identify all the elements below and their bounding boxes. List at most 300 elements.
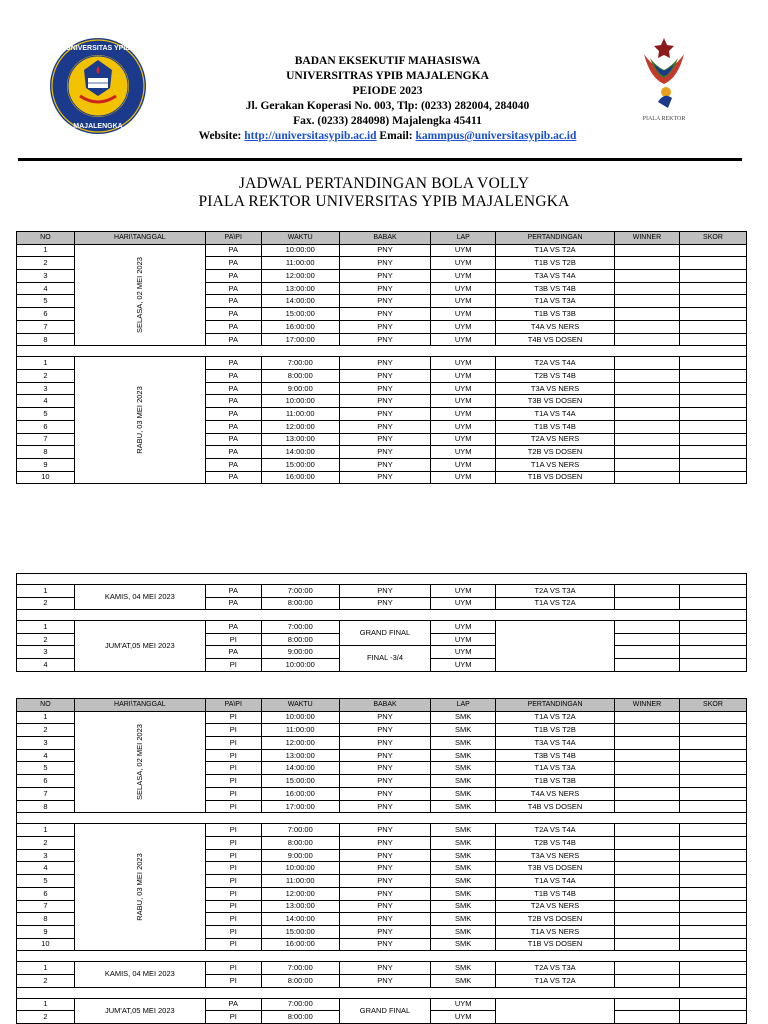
babak: PNY <box>339 749 430 762</box>
match-no: 8 <box>17 333 75 346</box>
time: 16:00:00 <box>261 938 339 951</box>
match-no: 1 <box>17 711 75 724</box>
score-cell <box>679 433 746 446</box>
winner-cell <box>614 849 679 862</box>
winner-cell <box>614 597 679 610</box>
time: 15:00:00 <box>261 925 339 938</box>
babak: PNY <box>339 775 430 788</box>
lap: UYM <box>431 446 496 459</box>
winner-cell <box>614 370 679 383</box>
lap: SMK <box>431 749 496 762</box>
score-cell <box>679 998 746 1011</box>
spacer-row <box>17 574 747 585</box>
lap: UYM <box>431 585 496 598</box>
lap: UYM <box>431 333 496 346</box>
score-cell <box>679 633 746 646</box>
pa-pi: PI <box>205 938 261 951</box>
match: T4B VS DOSEN <box>496 333 615 346</box>
match-no: 1 <box>17 824 75 837</box>
babak: PNY <box>339 962 430 975</box>
babak-merged: GRAND FINAL <box>339 621 430 646</box>
match-no: 5 <box>17 295 75 308</box>
match: T1A VS NERS <box>496 458 615 471</box>
match: T1A VS T2A <box>496 974 615 987</box>
university-seal-icon <box>48 36 148 136</box>
pa-pi: PA <box>205 282 261 295</box>
match: T1B VS T3B <box>496 775 615 788</box>
time: 8:00:00 <box>261 597 339 610</box>
winner-cell <box>614 471 679 484</box>
lap: UYM <box>431 998 496 1011</box>
match-no: 6 <box>17 887 75 900</box>
match-no: 2 <box>17 597 75 610</box>
lap: SMK <box>431 938 496 951</box>
pa-pi: PI <box>205 711 261 724</box>
lap: UYM <box>431 282 496 295</box>
match-no: 3 <box>17 646 75 659</box>
pa-pi: PA <box>205 998 261 1011</box>
match: T3B VS T4B <box>496 749 615 762</box>
babak: PNY <box>339 837 430 850</box>
pa-pi: PA <box>205 471 261 484</box>
match: T2A VS T3A <box>496 585 615 598</box>
babak: PNY <box>339 333 430 346</box>
match: T1A VS T3A <box>496 762 615 775</box>
winner-cell <box>614 962 679 975</box>
winner-cell <box>614 749 679 762</box>
column-header: BABAK <box>339 699 430 712</box>
winner-cell <box>614 1011 679 1024</box>
score-cell <box>679 646 746 659</box>
score-cell <box>679 370 746 383</box>
match: T1A VS T2A <box>496 597 615 610</box>
pa-pi: PA <box>205 420 261 433</box>
lap: UYM <box>431 471 496 484</box>
pa-pi: PI <box>205 887 261 900</box>
table-row <box>17 824 747 837</box>
time: 9:00:00 <box>261 646 339 659</box>
website-link[interactable]: http://universitasypib.ac.id <box>244 130 377 142</box>
column-header: HARI\TANGGAL <box>74 232 205 245</box>
spacer-cell <box>17 610 747 621</box>
time: 12:00:00 <box>261 887 339 900</box>
score-cell <box>679 308 746 321</box>
match: T3A VS T4A <box>496 737 615 750</box>
winner-cell <box>614 737 679 750</box>
winner-cell <box>614 824 679 837</box>
match: T2A VS NERS <box>496 900 615 913</box>
babak: PNY <box>339 938 430 951</box>
column-header: WINNER <box>614 232 679 245</box>
address: Jl. Gerakan Koperasi No. 003, Tlp: (0233) 282004, 284040 <box>245 100 530 112</box>
schedule-table <box>16 698 747 1024</box>
match: T1B VS DOSEN <box>496 471 615 484</box>
pa-pi: PA <box>205 433 261 446</box>
score-cell <box>679 585 746 598</box>
score-cell <box>679 824 746 837</box>
title-line-2: PIALA REKTOR UNIVERSITAS YPIB MAJALENGKA <box>198 193 570 210</box>
winner-cell <box>614 320 679 333</box>
winner-cell <box>614 395 679 408</box>
spacer-cell <box>17 574 747 585</box>
lap: SMK <box>431 837 496 850</box>
score-cell <box>679 737 746 750</box>
babak: PNY <box>339 787 430 800</box>
pa-pi: PI <box>205 824 261 837</box>
time: 13:00:00 <box>261 900 339 913</box>
time: 8:00:00 <box>261 633 339 646</box>
match: T3B VS DOSEN <box>496 862 615 875</box>
babak: PNY <box>339 762 430 775</box>
email-link[interactable]: kammpus@universitasypib.ac.id <box>415 130 577 142</box>
day-cell: JUM'AT,05 MEI 2023 <box>74 621 205 671</box>
match-no: 5 <box>17 762 75 775</box>
match-no: 1 <box>17 244 75 257</box>
spacer-row <box>17 987 747 998</box>
pa-pi: PA <box>205 244 261 257</box>
babak: PNY <box>339 433 430 446</box>
match: T2B VS DOSEN <box>496 913 615 926</box>
score-cell <box>679 787 746 800</box>
winner-cell <box>614 585 679 598</box>
winner-cell <box>614 333 679 346</box>
match-no: 1 <box>17 962 75 975</box>
winner-cell <box>614 711 679 724</box>
day-label: RABU, 03 MEI 2023 <box>134 853 144 922</box>
time: 11:00:00 <box>261 257 339 270</box>
babak: PNY <box>339 585 430 598</box>
winner-cell <box>614 862 679 875</box>
match-no: 9 <box>17 458 75 471</box>
piala-rektor-trophy-icon <box>636 36 692 132</box>
lap: SMK <box>431 962 496 975</box>
page-title <box>0 175 768 211</box>
babak: PNY <box>339 395 430 408</box>
pa-pi: PI <box>205 800 261 813</box>
column-header: NO <box>17 232 75 245</box>
column-header: BABAK <box>339 232 430 245</box>
pa-pi: PA <box>205 395 261 408</box>
babak-merged: FINAL -3/4 <box>339 646 430 671</box>
pa-pi: PA <box>205 257 261 270</box>
lap: UYM <box>431 382 496 395</box>
winner-cell <box>614 787 679 800</box>
lap: UYM <box>431 658 496 671</box>
lap: UYM <box>431 646 496 659</box>
babak: PNY <box>339 900 430 913</box>
winner-cell <box>614 458 679 471</box>
babak: PNY <box>339 282 430 295</box>
winner-cell <box>614 433 679 446</box>
babak: PNY <box>339 257 430 270</box>
pa-pi: PA <box>205 458 261 471</box>
pa-pi: PI <box>205 749 261 762</box>
time: 10:00:00 <box>261 862 339 875</box>
lap: SMK <box>431 775 496 788</box>
lap: UYM <box>431 621 496 634</box>
match: T1A VS T4A <box>496 408 615 421</box>
score-cell <box>679 775 746 788</box>
babak: PNY <box>339 308 430 321</box>
match: T1B VS T4B <box>496 887 615 900</box>
org-name: BADAN EKSEKUTIF MAHASISWA <box>294 55 481 67</box>
lap: UYM <box>431 308 496 321</box>
babak: PNY <box>339 800 430 813</box>
score-cell <box>679 837 746 850</box>
column-header: HARI\TANGGAL <box>74 699 205 712</box>
score-cell <box>679 458 746 471</box>
winner-cell <box>614 646 679 659</box>
time: 13:00:00 <box>261 433 339 446</box>
pa-pi: PI <box>205 762 261 775</box>
score-cell <box>679 257 746 270</box>
babak: PNY <box>339 270 430 283</box>
match: T1B VS DOSEN <box>496 938 615 951</box>
time: 7:00:00 <box>261 962 339 975</box>
letterhead <box>150 54 625 144</box>
match-no: 1 <box>17 357 75 370</box>
lap: SMK <box>431 887 496 900</box>
lap: UYM <box>431 597 496 610</box>
lap: SMK <box>431 711 496 724</box>
score-cell <box>679 913 746 926</box>
score-cell <box>679 925 746 938</box>
time: 15:00:00 <box>261 458 339 471</box>
time: 13:00:00 <box>261 282 339 295</box>
score-cell <box>679 711 746 724</box>
lap: UYM <box>431 270 496 283</box>
university-name: UNIVERSITRAS YPIB MAJALENGKA <box>286 70 489 82</box>
lap: SMK <box>431 875 496 888</box>
period: PEIODE 2023 <box>352 85 423 97</box>
score-cell <box>679 621 746 634</box>
match-no: 8 <box>17 446 75 459</box>
email-label: Email: <box>379 130 413 142</box>
winner-cell <box>614 724 679 737</box>
match-no: 6 <box>17 420 75 433</box>
match-no: 8 <box>17 800 75 813</box>
day-label: RABU, 03 MEI 2023 <box>134 386 144 455</box>
lap: SMK <box>431 974 496 987</box>
time: 16:00:00 <box>261 471 339 484</box>
lap: SMK <box>431 737 496 750</box>
table-row <box>17 621 747 634</box>
winner-cell <box>614 257 679 270</box>
time: 14:00:00 <box>261 446 339 459</box>
pa-pi: PA <box>205 370 261 383</box>
score-cell <box>679 800 746 813</box>
schedule-table <box>16 231 747 484</box>
match: T1A VS T2A <box>496 711 615 724</box>
score-cell <box>679 295 746 308</box>
match: T2A VS T3A <box>496 962 615 975</box>
score-cell <box>679 849 746 862</box>
lap: UYM <box>431 395 496 408</box>
pa-pi: PI <box>205 925 261 938</box>
match-no: 7 <box>17 433 75 446</box>
spacer-cell <box>17 987 747 998</box>
match: T4A VS NERS <box>496 320 615 333</box>
time: 8:00:00 <box>261 974 339 987</box>
match-no: 10 <box>17 471 75 484</box>
svg-text:MAJALENGKA: MAJALENGKA <box>73 123 123 130</box>
score-cell <box>679 887 746 900</box>
svg-text:UNIVERSITAS YPIB: UNIVERSITAS YPIB <box>65 45 131 52</box>
match: T2A VS T4A <box>496 357 615 370</box>
score-cell <box>679 762 746 775</box>
match-no: 7 <box>17 900 75 913</box>
time: 15:00:00 <box>261 775 339 788</box>
schedule-table <box>16 573 747 672</box>
score-cell <box>679 938 746 951</box>
lap: UYM <box>431 244 496 257</box>
winner-cell <box>614 875 679 888</box>
pa-pi: PI <box>205 962 261 975</box>
day-cell <box>74 711 205 813</box>
lap: UYM <box>431 257 496 270</box>
babak: PNY <box>339 711 430 724</box>
score-cell <box>679 357 746 370</box>
winner-cell <box>614 887 679 900</box>
column-header: NO <box>17 699 75 712</box>
winner-cell <box>614 446 679 459</box>
table-row <box>17 585 747 598</box>
lap: SMK <box>431 849 496 862</box>
lap: SMK <box>431 762 496 775</box>
winner-cell <box>614 282 679 295</box>
match-no: 3 <box>17 270 75 283</box>
table-row <box>17 998 747 1011</box>
time: 9:00:00 <box>261 382 339 395</box>
babak: PNY <box>339 862 430 875</box>
table-row <box>17 357 747 370</box>
match-no: 4 <box>17 749 75 762</box>
time: 8:00:00 <box>261 837 339 850</box>
match-merged <box>496 621 615 671</box>
pa-pi: PI <box>205 737 261 750</box>
babak: PNY <box>339 420 430 433</box>
babak: PNY <box>339 597 430 610</box>
column-header: LAP <box>431 232 496 245</box>
winner-cell <box>614 974 679 987</box>
score-cell <box>679 962 746 975</box>
column-header: SKOR <box>679 699 746 712</box>
match-no: 1 <box>17 585 75 598</box>
babak: PNY <box>339 408 430 421</box>
match-no: 2 <box>17 633 75 646</box>
score-cell <box>679 408 746 421</box>
lap: SMK <box>431 900 496 913</box>
babak: PNY <box>339 244 430 257</box>
winner-cell <box>614 658 679 671</box>
pa-pi: PI <box>205 913 261 926</box>
babak: PNY <box>339 471 430 484</box>
table-header <box>17 699 747 712</box>
pa-pi: PI <box>205 974 261 987</box>
pa-pi: PA <box>205 333 261 346</box>
winner-cell <box>614 295 679 308</box>
header-divider <box>18 158 742 161</box>
match-no: 1 <box>17 998 75 1011</box>
time: 14:00:00 <box>261 295 339 308</box>
score-cell <box>679 862 746 875</box>
time: 15:00:00 <box>261 308 339 321</box>
lap: SMK <box>431 913 496 926</box>
pa-pi: PA <box>205 320 261 333</box>
babak: PNY <box>339 357 430 370</box>
spacer-row <box>17 813 747 824</box>
winner-cell <box>614 925 679 938</box>
match: T3A VS NERS <box>496 849 615 862</box>
lap: UYM <box>431 295 496 308</box>
match-no: 4 <box>17 282 75 295</box>
match: T2B VS T4B <box>496 837 615 850</box>
day-cell: JUM'AT,05 MEI 2023 <box>74 998 205 1023</box>
lap: SMK <box>431 824 496 837</box>
match: T3A VS NERS <box>496 382 615 395</box>
score-cell <box>679 658 746 671</box>
pa-pi: PI <box>205 875 261 888</box>
match: T1A VS NERS <box>496 925 615 938</box>
match-no: 2 <box>17 837 75 850</box>
time: 7:00:00 <box>261 998 339 1011</box>
column-header: LAP <box>431 699 496 712</box>
time: 10:00:00 <box>261 658 339 671</box>
winner-cell <box>614 998 679 1011</box>
match-no: 6 <box>17 308 75 321</box>
babak: PNY <box>339 974 430 987</box>
time: 10:00:00 <box>261 711 339 724</box>
pa-pi: PI <box>205 900 261 913</box>
winner-cell <box>614 420 679 433</box>
spacer-cell <box>17 346 747 357</box>
pa-pi: PI <box>205 837 261 850</box>
time: 9:00:00 <box>261 849 339 862</box>
winner-cell <box>614 408 679 421</box>
match: T1A VS T3A <box>496 295 615 308</box>
column-header: WINNER <box>614 699 679 712</box>
winner-cell <box>614 900 679 913</box>
lap: SMK <box>431 862 496 875</box>
match: T1A VS T2A <box>496 244 615 257</box>
column-header: SKOR <box>679 232 746 245</box>
score-cell <box>679 270 746 283</box>
lap: UYM <box>431 320 496 333</box>
match: T2A VS NERS <box>496 433 615 446</box>
lap: SMK <box>431 925 496 938</box>
match: T3B VS T4B <box>496 282 615 295</box>
column-header: PA\PI <box>205 232 261 245</box>
spacer-row <box>17 610 747 621</box>
babak: PNY <box>339 737 430 750</box>
lap: UYM <box>431 1011 496 1024</box>
winner-cell <box>614 800 679 813</box>
lap: UYM <box>431 633 496 646</box>
match: T3B VS DOSEN <box>496 395 615 408</box>
pa-pi: PA <box>205 270 261 283</box>
day-cell: KAMIS, 04 MEI 2023 <box>74 962 205 987</box>
time: 7:00:00 <box>261 357 339 370</box>
score-cell <box>679 420 746 433</box>
match: T1A VS T4A <box>496 875 615 888</box>
column-header: WAKTU <box>261 232 339 245</box>
winner-cell <box>614 244 679 257</box>
pa-pi: PA <box>205 585 261 598</box>
score-cell <box>679 749 746 762</box>
pa-pi: PA <box>205 621 261 634</box>
lap: UYM <box>431 433 496 446</box>
match: T4A VS NERS <box>496 787 615 800</box>
